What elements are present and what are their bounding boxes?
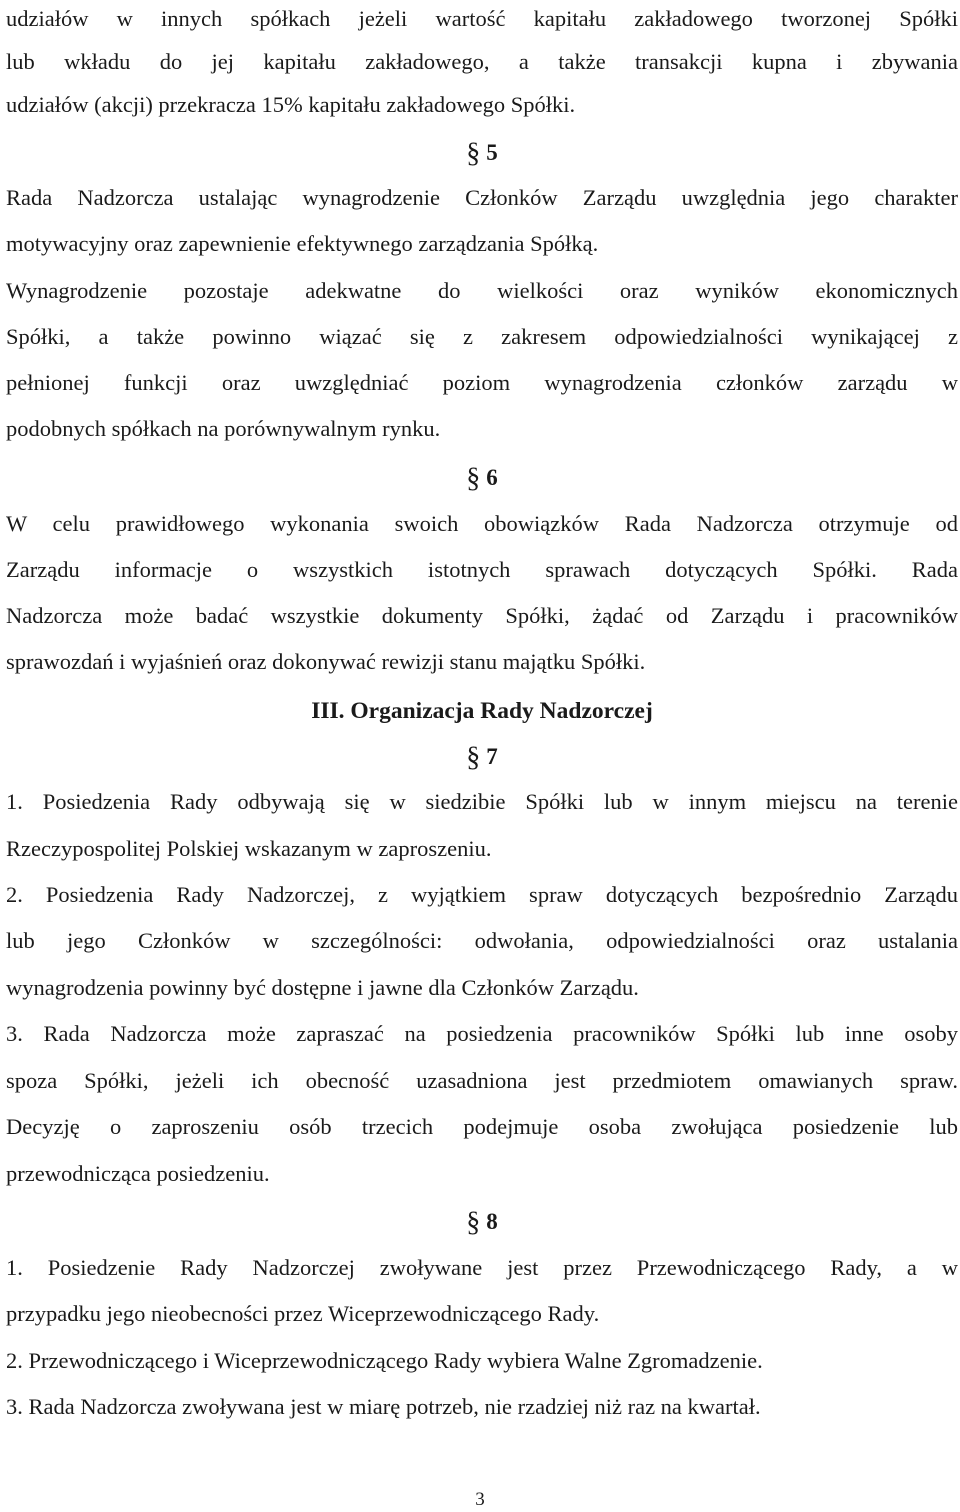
text-line: Zarządu informacje o wszystkich istotnych sprawach dotyczących Spółki. Rada [6, 557, 958, 582]
section-heading-7 [6, 742, 958, 773]
text-line: przewodnicząca posiedzeniu. [6, 1161, 270, 1186]
section-heading-6 [6, 463, 958, 494]
text-line: lub wkładu do jej kapitału zakładowego, a także transakcji kupna i zbywania [6, 49, 958, 74]
text-line: podobnych spółkach na porównywalnym rynku. [6, 416, 441, 441]
section-sign-icon: § [466, 463, 481, 494]
section-number: 5 [486, 140, 498, 165]
text-line: 1. Posiedzenia Rady odbywają się w siedzibie Spółki lub w innym miejscu na terenie [6, 789, 958, 814]
text-line: udziałów (akcji) przekracza 15% kapitału zakładowego Spółki. [6, 92, 576, 117]
text-line: 3. Rada Nadzorcza zwoływana jest w miarę potrzeb, nie rzadziej niż raz na kwartał. [6, 1394, 761, 1419]
text-line: pełnionej funkcji oraz uwzględniać poziom wynagrodzenia członków zarządu w [6, 370, 958, 395]
text-line: 1. Posiedzenie Rady Nadzorczej zwoływane jest przez Przewodniczącego Rady, a w [6, 1255, 958, 1280]
section-number: 8 [486, 1209, 498, 1234]
text-line: W celu prawidłowego wykonania swoich obowiązków Rada Nadzorcza otrzymuje od [6, 511, 958, 536]
text-line: Nadzorcza może badać wszystkie dokumenty Spółki, żądać od Zarządu i pracowników [6, 603, 958, 628]
text-line: 2. Przewodniczącego i Wiceprzewodniczącego Rady wybiera Walne Zgromadzenie. [6, 1348, 763, 1373]
text-line: 2. Posiedzenia Rady Nadzorczej, z wyjątkiem spraw dotyczących bezpośrednio Zarządu [6, 882, 958, 907]
text-line: lub jego Członków w szczególności: odwołania, odpowiedzialności oraz ustalania [6, 928, 958, 953]
text-line: Decyzję o zaproszeniu osób trzecich podejmuje osoba zwołująca posiedzenie lub [6, 1114, 958, 1139]
text-line: udziałów w innych spółkach jeżeli wartość kapitału zakładowego tworzonej Spółki [6, 6, 958, 31]
section-heading-5 [6, 138, 958, 169]
section-number: 7 [486, 744, 498, 769]
section-sign-icon: § [466, 742, 481, 773]
page-number: 3 [475, 1489, 485, 1510]
section-heading-8 [6, 1207, 958, 1238]
chapter-heading: III. Organizacja Rady Nadzorczej [311, 698, 653, 724]
text-line: spoza Spółki, jeżeli ich obecność uzasadniona jest przedmiotem omawianych spraw. [6, 1068, 958, 1093]
text-line: 3. Rada Nadzorcza może zapraszać na posiedzenia pracowników Spółki lub inne osoby [6, 1021, 958, 1046]
text-line: Rada Nadzorcza ustalając wynagrodzenie Członków Zarządu uwzględnia jego charakter [6, 185, 958, 210]
section-sign-icon: § [466, 138, 481, 169]
section-number: 6 [486, 465, 498, 490]
text-line: wynagrodzenia powinny być dostępne i jawne dla Członków Zarządu. [6, 975, 639, 1000]
text-line: przypadku jego nieobecności przez Wiceprzewodniczącego Rady. [6, 1301, 600, 1326]
text-line: sprawozdań i wyjaśnień oraz dokonywać rewizji stanu majątku Spółki. [6, 649, 646, 674]
text-line: Spółki, a także powinno wiązać się z zakresem odpowiedzialności wynikającej z [6, 324, 958, 349]
text-line: Rzeczypospolitej Polskiej wskazanym w zaproszeniu. [6, 836, 492, 861]
text-line: motywacyjny oraz zapewnienie efektywnego zarządzania Spółką. [6, 231, 599, 256]
section-sign-icon: § [466, 1207, 481, 1238]
text-line: Wynagrodzenie pozostaje adekwatne do wielkości oraz wyników ekonomicznych [6, 278, 958, 303]
